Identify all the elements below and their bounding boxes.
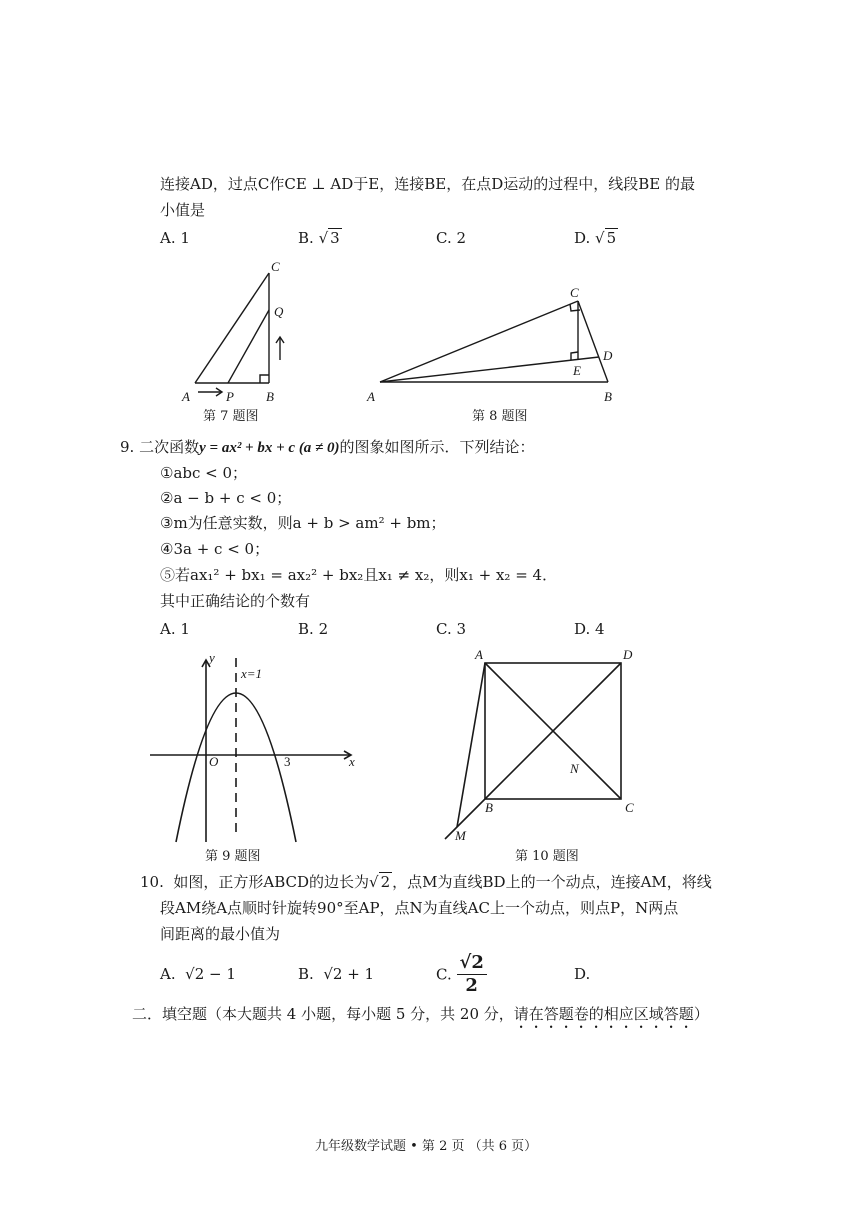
figure-9: [145, 648, 370, 848]
q9-stem: 9. 二次函数y = ax² + bx + c (a ≠ 0)的图象如图所示．下列结论：: [120, 438, 535, 456]
fig10-label-a: A: [475, 647, 483, 662]
q10-option-b[interactable]: B. √2 + 1: [298, 965, 375, 983]
fig9-label-3: 3: [284, 754, 291, 769]
q10-line3: 间距离的最小值为: [160, 925, 281, 943]
q8-option-d[interactable]: D. √ 5: [574, 229, 617, 247]
q9-option-c[interactable]: C. 3: [436, 620, 467, 638]
fig8-label-e: E: [573, 363, 581, 378]
fig7-segment-pq: [228, 310, 269, 383]
q8-line2: 小值是: [160, 201, 206, 219]
fig9-label-axis: x=1: [241, 666, 263, 681]
fig10-label-n: N: [570, 761, 579, 776]
fig9-caption: 第 9 题图: [205, 849, 261, 864]
q10-option-d[interactable]: D.: [574, 965, 591, 983]
q8-option-a[interactable]: A. 1: [160, 229, 190, 247]
q8-option-c[interactable]: C. 2: [436, 229, 467, 247]
q9-item-5: ⑤若ax₁² + bx₁ = ax₂² + bx₂且x₁ ≠ x₂，则x₁ + x₂ = 4．: [160, 566, 558, 584]
fig10-label-c: C: [625, 800, 634, 815]
fig8-caption: 第 8 题图: [472, 409, 528, 424]
q9-option-b[interactable]: B. 2: [298, 620, 329, 638]
fig10-label-m: M: [455, 828, 466, 843]
fig7-label-b: B: [266, 389, 274, 404]
figure-7: [170, 255, 300, 425]
fig7-label-q: Q: [274, 304, 284, 319]
fig10-label-d: D: [623, 647, 633, 662]
q10-option-c-fraction: $\frac{√2}{2}$: [457, 952, 487, 997]
section-2-title: 二．填空题（本大题共 4 小题，每小题 5 分，共 20 分，请在答题卷的相应区域答题）: [132, 1005, 709, 1023]
q9-conclusion: 其中正确结论的个数有: [160, 592, 311, 610]
fig8-label-d: D: [603, 348, 613, 363]
fig8-label-a: A: [367, 389, 375, 404]
q10-option-a[interactable]: A. √2 − 1: [160, 965, 236, 983]
q9-option-d[interactable]: D. 4: [574, 620, 605, 638]
fig10-label-b: B: [485, 800, 493, 815]
figure-10: [435, 645, 645, 845]
q10-line2: 段AM绕A点顺时针旋转90°至AP，点N为直线AC上一个动点，则点P，N两点: [160, 899, 679, 917]
fig7-caption: 第 7 题图: [203, 409, 259, 424]
fig9-label-y: y: [209, 650, 215, 665]
q9-item-3: ③m为任意实数，则a + b > am² + bm；: [160, 514, 446, 532]
fig8-right-angle-e: [571, 352, 578, 360]
q10-line1: 10. 如图，正方形ABCD的边长为√ 2 ，点M为直线BD上的一个动点，连接AM，将线: [140, 873, 712, 891]
figure-8: [360, 280, 630, 408]
q9-item-2: ②a − b + c < 0；: [160, 489, 292, 507]
fig7-label-c: C: [271, 259, 280, 274]
fig8-segment-ac: [380, 301, 578, 382]
q8-option-b[interactable]: B. √ 3: [298, 229, 340, 247]
fig7-right-angle: [260, 375, 269, 383]
fig8-segment-cb: [578, 301, 608, 382]
fig9-label-x: x: [349, 754, 355, 769]
q9-item-1: ①abc < 0；: [160, 464, 248, 482]
q9-item-4: ④3a + c < 0；: [160, 540, 270, 558]
fig10-caption: 第 10 题图: [515, 849, 579, 864]
fig7-label-p: P: [226, 389, 234, 404]
fig8-label-c: C: [570, 285, 579, 300]
fig8-label-b: B: [604, 389, 612, 404]
fig9-label-origin: O: [209, 754, 219, 769]
q8-line1: 连接AD，过点C作CE ⊥ AD于E，连接BE，在点D运动的过程中，线段BE 的最: [160, 175, 695, 193]
q9-option-a[interactable]: A. 1: [160, 620, 190, 638]
q10-option-c[interactable]: C. $\frac{√2}{2}$: [436, 952, 487, 997]
fig7-segment-ac: [195, 273, 269, 383]
fig8-segment-ad: [380, 357, 599, 382]
page-footer: 九年级数学试题 • 第 2 页 （共 6 页）: [315, 1139, 538, 1154]
fig7-label-a: A: [182, 389, 190, 404]
